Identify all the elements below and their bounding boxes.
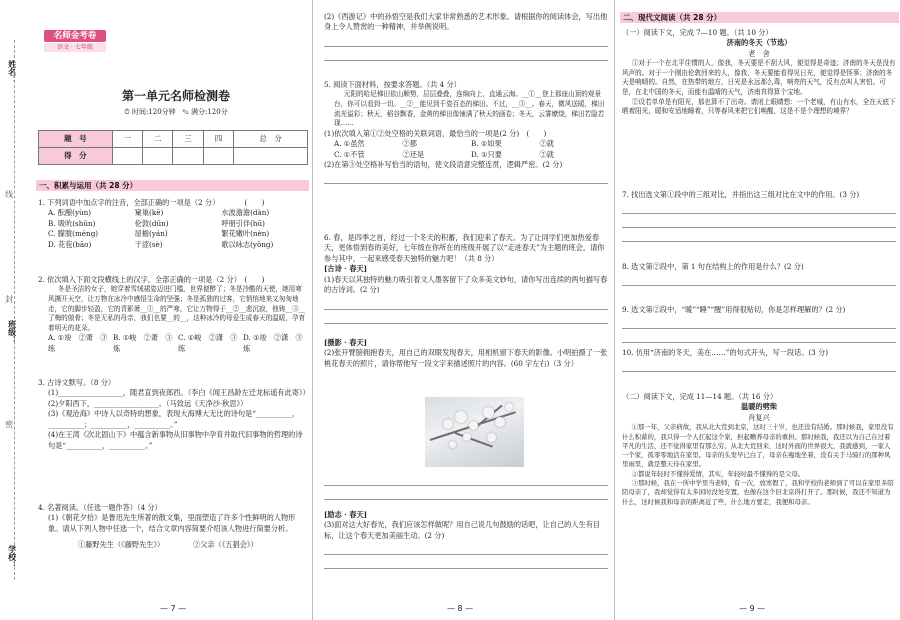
reading-instruction: （二）阅读下文，完成 11—14 题。（共 16 分）	[622, 392, 778, 401]
full-score: 满分:120分	[191, 108, 228, 116]
score-cell[interactable]	[203, 148, 233, 165]
option: ②就	[539, 139, 554, 149]
score-head: 二	[143, 131, 173, 148]
school-label: 学校：	[7, 545, 18, 569]
sub-question: (1)春天以其独特的魅力吸引着文人墨客留下了众多美文妙句，请你写出连续的两句描写春的古诗词。(2 分)	[324, 274, 608, 295]
section-heading: 二、现代文阅读（共 28 分）	[620, 12, 899, 23]
question-text: 6. 春，是四季之首，经过一个冬天的积蓄，我们迎来了春天。为了让同学们更加热爱春天，更体悟到春的美好，七年级在你所在的班级开展了以“走进春天”为主题的班会，请你参与其中，一起来感受春天独特的魅力吧！（共 8 分）	[324, 233, 605, 263]
passage-paragraph: ③那时候，我在一所中学里当老师，有一次，放寒假了，我和学校的老师到了可以在家里多陪陪母亲了，我却觉得有太多闲时没处安置，也像在这个旧北京得打开了。那时候，我还不知道为什么，这时候我和母亲的距离近了些，什么地方要走，我便和母亲。	[622, 479, 894, 506]
answer-line[interactable]	[324, 541, 608, 555]
option[interactable]: B. ①峻 ②萧 ③炼	[113, 333, 173, 353]
page-number: — 9 —	[739, 604, 766, 613]
answer-line[interactable]	[622, 214, 896, 228]
passage-paragraph: ①那一年，父亲病故，我从北大荒到北京，这时三十岁，也还没有结婚。那时候我，家里没有什么积蓄的，我只得一个人扛起这个家，担起赡养母亲的重担。那时候我，我还以为自己在过着平凡的生活，还不觉得家里有那么穷。从北大荒回来，这时外面的世界很大，我就感到，一家人一个家，孤零零地活在家里。母亲的头发早已白了，母亲在瘦地坐着，没有关于马骑行的那种风里雨里，就是整天待在家里。	[622, 423, 894, 469]
score-cell[interactable]	[173, 148, 203, 165]
peach-blossom-photo	[425, 397, 524, 467]
sub-question: (2)《西游记》中的孙悟空是我们大家非常熟悉的艺术形象。请根据你的阅读体会，写出他身上令人赞赏的一种精神，并举例说明。	[324, 12, 608, 32]
question-10	[622, 348, 896, 372]
score-head: 总 分	[234, 131, 308, 148]
sub-question: (4)在王湾《次北固山下》中蕴含新事物从旧事物中孕育并取代旧事物的哲理的诗句是“__________，__________。”	[48, 430, 303, 450]
cut-mark-1: 线	[4, 190, 14, 198]
answer-line[interactable]	[324, 170, 608, 184]
option: 窠巢(kē)	[134, 208, 164, 218]
class-label: 班级：	[7, 320, 18, 344]
option[interactable]: C. ①不管	[334, 149, 365, 159]
sub-question: (3)《观沧海》中诗人以奇特的想象，表现大海博大无比的诗句是“__________，__________；__________，__________。”	[48, 409, 300, 429]
page-9	[614, 0, 900, 620]
passage-title: 济南的冬天（节选）	[726, 38, 792, 48]
score-cell[interactable]	[234, 148, 308, 165]
reading-instruction: （一）阅读下文，完成 7—10 题。（共 10 分）	[622, 28, 773, 37]
question-4-2	[324, 12, 608, 61]
name-label: 姓名：	[7, 60, 18, 84]
option: 伦敦(dūn)	[134, 218, 169, 228]
question-text: 5. 阅读下面材料，按要求答题。（共 4 分）	[324, 80, 461, 89]
option[interactable]: B. 吸吮(shǔn)	[48, 218, 96, 228]
answer-line[interactable]	[622, 315, 896, 329]
answer-line[interactable]	[324, 555, 608, 569]
answer-line[interactable]	[324, 296, 608, 310]
answer-line[interactable]	[324, 47, 608, 61]
question-2	[38, 275, 308, 354]
option[interactable]: A. ①虽然	[334, 139, 365, 149]
option[interactable]: D. ①竣 ②潇 ③炼	[243, 333, 303, 353]
passage-title: 温暖的劈柴	[741, 402, 777, 412]
cut-mark-3: 密	[4, 420, 14, 428]
option[interactable]: ①藤野先生（《藤野先生》）	[78, 540, 165, 550]
question-4	[38, 503, 308, 551]
clock-icon: ⏱	[124, 108, 130, 116]
exam-title: 第一单元名师检测卷	[121, 89, 230, 103]
option: ②还是	[402, 149, 425, 159]
sub-question: (2)张开臂膀拥抱春天，用自己的双眼发现春天，用相机留下春天的影像。小明拍摄了一张桃花春天的照片，请你帮他写一段文字来描述照片的内容。(60 字左右)（3 分）	[324, 348, 608, 368]
section-label: [摄影 · 春天]	[324, 338, 368, 347]
question-text: 10. 仿用“济南的冬天，美在……”的句式开头，写一段话。(3 分)	[622, 348, 829, 357]
option: 屋檐(yán)	[134, 229, 168, 239]
score-head: 一	[112, 131, 142, 148]
answer-line[interactable]	[622, 228, 896, 242]
option: 呼朋引伴(hū)	[221, 218, 265, 228]
question-5	[324, 80, 608, 184]
sub-question: (2)在第③处空格补写恰当的语句，使文段语意完整连贯，逻辑严密。(2 分)	[324, 159, 563, 169]
score-head: 四	[203, 131, 233, 148]
option[interactable]: A. 酝酿(yùn)	[48, 208, 92, 218]
page-8	[312, 0, 614, 620]
question-text: 1. 下列词语中加点字的注音，全部正确的一项是（2 分） ( )	[38, 198, 265, 207]
exam-meta	[40, 107, 312, 117]
question-1	[38, 198, 308, 250]
question-6-3	[324, 510, 608, 569]
passage-author: 肖复兴	[748, 412, 770, 422]
sub-question: (2)夕阳西下，__________________。（马致远《天净沙·秋思》）	[48, 398, 248, 408]
option[interactable]: A. ①竣 ②萧 ③练	[48, 333, 108, 353]
reading-passage-2	[622, 392, 896, 507]
answer-line[interactable]	[324, 310, 608, 324]
section-heading: 一、积累与运用（共 28 分）	[36, 180, 309, 191]
score-table	[38, 130, 308, 165]
question-text: 7. 找出选文第①段中的三组对比，并指出这三组对比在文中的作用。(3 分)	[622, 190, 860, 199]
score-cell[interactable]	[112, 148, 142, 165]
question-text: 4. 名著阅读。（任选一题作答）（4 分）	[38, 503, 162, 512]
option[interactable]: ②父亲（《五猖会》）	[193, 540, 258, 550]
score-row-label: 得 分	[39, 148, 113, 165]
section-label: [古诗 · 春天]	[324, 264, 368, 274]
answer-line[interactable]	[324, 472, 608, 486]
option[interactable]: D. ①只要	[471, 149, 502, 159]
passage: 元阳的哈尼梯田依山顺势，层层叠叠，连绵向上，直通云海。__①__登上那座山顶的观景台，你可以看到一切。__②__能见到千姿百态的梯田。不过，__③__。春天，微风送暖，梯田流光溢彩；秋天，稻谷飘香，金黄的梯田像铺满了秋天的画卷；冬天，云雾缭绕，梯田若隐若现……	[334, 90, 605, 128]
question-9	[622, 305, 896, 343]
sub-question: (1)依次填入第①②处空格的关联词语，最恰当的一项是(2 分) ( )	[324, 128, 547, 138]
question-8	[622, 262, 896, 286]
score-head: 三	[173, 131, 203, 148]
page-number: — 8 —	[447, 604, 474, 613]
option: 繁花嫩叶(nèn)	[221, 229, 270, 239]
question-6	[324, 233, 608, 324]
question-text: 2. 依次填入下面文段横线上的汉字，全部正确的一项是（2 分） ( )	[38, 275, 265, 284]
brand-badge: 名师金考卷	[44, 30, 106, 42]
section-label: [励志 · 春天]	[324, 510, 368, 519]
passage-paragraph: ②设若单单是有阳光，那也算不了出奇。请闭上眼睛想：一个老城，有山有水，全在天底下晒着阳光，暖和安适地睡着，只等春风来把它们唤醒，这是不是个理想的境界？	[622, 97, 896, 116]
question-3	[38, 378, 308, 451]
option[interactable]: B. ①如果	[471, 139, 502, 149]
sub-question: (1)《朝花夕拾》是鲁迅先生所著的散文集，里面塑造了许多个性鲜明的人物形象。请从下列人物中任选一个，结合文章内容简要介绍该人物进行简要分析。	[48, 513, 296, 533]
option: ②就	[539, 149, 554, 159]
cut-mark-2: 封	[4, 295, 14, 303]
sub-question: (3)面对这大好春光，我们应该怎样做呢？用自己说几句鼓励的话吧，让自己的人生有目标，让这个春天更加美丽生动。(2 分)	[324, 520, 601, 540]
option: 水波澹澹(dàn)	[221, 208, 270, 218]
pen-icon: ✎	[182, 108, 189, 116]
passage-paragraph: ②都说年轻时不懂得爱情，其实，年轻时最不懂得的是父母。	[631, 469, 805, 478]
passage-author: 老 舍	[748, 48, 770, 58]
answer-line[interactable]	[622, 329, 896, 343]
passage: 冬是圣洁的女子，她穿着雪绒裙姿迈进门槛，世界便醉了；冬是冷酷的天使，她用寒风撕开天空，让万物在冰冷中感悟生命的坚强；冬是孤独的过客，它悄悄地来又匆匆地走，它的脚步轻盈，它的背影萧__①__的严寒，它让万物得于__②__悲沉寂，他铸__③__了梅的傲骨；冬是无私的母亲，我们也要__的__，这种冰冷的母爱生成春天的温暖，孕育着明天的花朵。	[48, 285, 306, 332]
page-number: — 7 —	[160, 604, 187, 613]
question-text: 9. 选文第②段中，“暖”“睡”“醒”用得很贴切，你是怎样理解的？(2 分)	[622, 305, 846, 314]
subject-badge: 语文 · 七年级	[44, 43, 106, 52]
option[interactable]: C. ①峻 ②潇 ③练	[178, 333, 238, 353]
option: 干涩(sè)	[134, 239, 163, 249]
score-head: 题 号	[39, 131, 113, 148]
option[interactable]: D. 花苞(bāo)	[48, 239, 92, 249]
answer-area-photo	[324, 472, 608, 500]
time-limit: 时间:120分钟	[131, 108, 176, 116]
answer-line[interactable]	[324, 486, 608, 500]
sub-question: (1)__________________，随君直到夜郎西。（李白《闻王昌龄左迁龙标遥有此寄》）	[48, 388, 310, 398]
page-7	[0, 0, 312, 620]
option: ②都	[402, 139, 417, 149]
question-7	[622, 190, 896, 242]
question-text: 3. 古诗文默写。（8 分）	[38, 378, 116, 387]
option[interactable]: C. 朦胧(méng)	[48, 229, 99, 239]
answer-line[interactable]	[622, 272, 896, 286]
question-text: 8. 选文第②段中，第 1 句在结构上的作用是什么？(2 分)	[622, 262, 804, 271]
option: 歌以咏志(yǒng)	[221, 239, 274, 249]
answer-line[interactable]	[622, 200, 896, 214]
score-cell[interactable]	[143, 148, 173, 165]
reading-passage-1	[622, 28, 896, 117]
question-6-2	[324, 338, 608, 369]
passage-paragraph: ①对于一个在北平住惯的人，像我，冬天要是不刮大风，便觉得是奇迹；济南的冬天是没有风声的。对于一个刚由伦敦回来的人，像我，冬天要能看得见日光，便觉得是怪事；济南的冬天是响晴的。自然，在热带的地方，日光是永远那么毒，响亮的天气，反有点叫人害怕。可是，在北中国的冬天，而能有温晴的天气，济南真得算个宝地。	[622, 59, 896, 96]
answer-line[interactable]	[622, 358, 896, 372]
answer-line[interactable]	[324, 33, 608, 47]
